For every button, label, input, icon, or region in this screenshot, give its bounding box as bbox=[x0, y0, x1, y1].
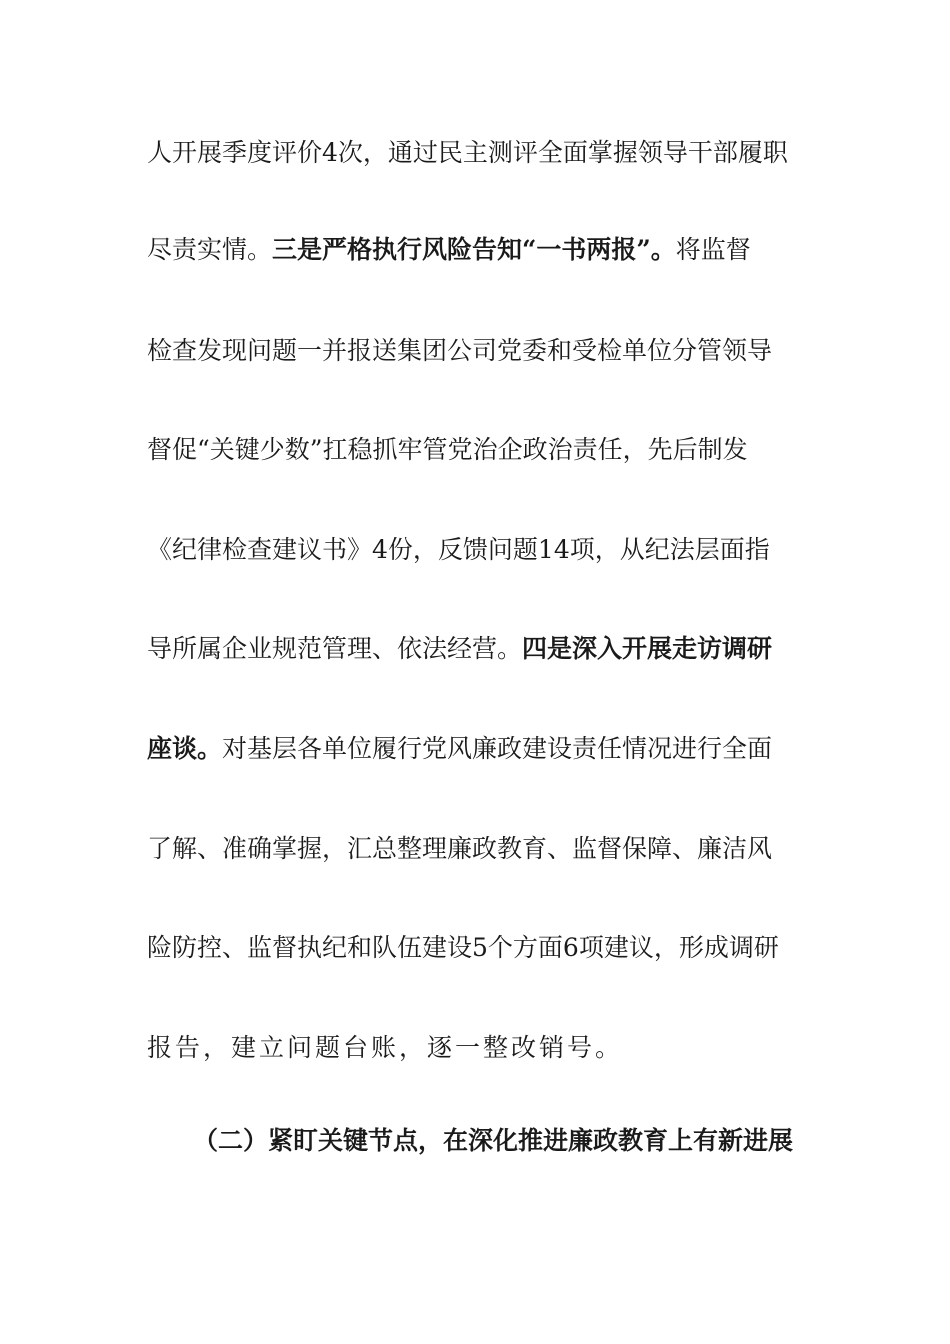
text-run: 险防控、监督执纪和队伍建设5个方面6项建议，形成调研 bbox=[147, 933, 779, 962]
text-run: 将监督 bbox=[675, 235, 751, 264]
bold-text-run: 三是严格执行风险告知“一书两报”。 bbox=[272, 235, 676, 264]
bold-text-run: 座谈。 bbox=[147, 734, 223, 763]
section-heading: （二）紧盯关键节点，在深化推进廉政教育上有新进展 bbox=[193, 1126, 794, 1155]
text-run: 检查发现问题一并报送集团公司党委和受检单位分管领导 bbox=[147, 336, 773, 365]
text-run: 了解、准确掌握，汇总整理廉政教育、监督保障、廉洁风 bbox=[147, 834, 773, 863]
text-run: 尽责实情。 bbox=[147, 235, 273, 264]
text-run: 报告，建立问题台账，逐一整改销号。 bbox=[147, 1033, 624, 1062]
paragraph-line-4 bbox=[147, 430, 807, 470]
paragraph-line-10 bbox=[147, 1028, 807, 1068]
paragraph-line-7 bbox=[147, 729, 807, 769]
text-run: 对基层各单位履行党风廉政建设责任情况进行全面 bbox=[222, 734, 773, 763]
paragraph-line-3 bbox=[147, 331, 807, 371]
paragraph-line-2 bbox=[147, 230, 807, 270]
bold-text-run: 四是深入开展走访调研 bbox=[522, 634, 773, 663]
paragraph-line-8 bbox=[147, 829, 807, 869]
text-run: 人开展季度评价4次，通过民主测评全面掌握领导干部履职 bbox=[147, 138, 788, 167]
paragraph-line-5 bbox=[147, 530, 807, 570]
text-run: 导所属企业规范管理、依法经营。 bbox=[147, 634, 523, 663]
paragraph-line-6 bbox=[147, 629, 807, 669]
text-run: 《纪律检查建议书》4份，反馈问题14项，从纪法层面指 bbox=[147, 535, 770, 564]
paragraph-line-9 bbox=[147, 928, 807, 968]
text-run: 督促“关键少数”扛稳抓牢管党治企政治责任，先后制发 bbox=[147, 435, 748, 464]
paragraph-line-1 bbox=[147, 133, 807, 173]
